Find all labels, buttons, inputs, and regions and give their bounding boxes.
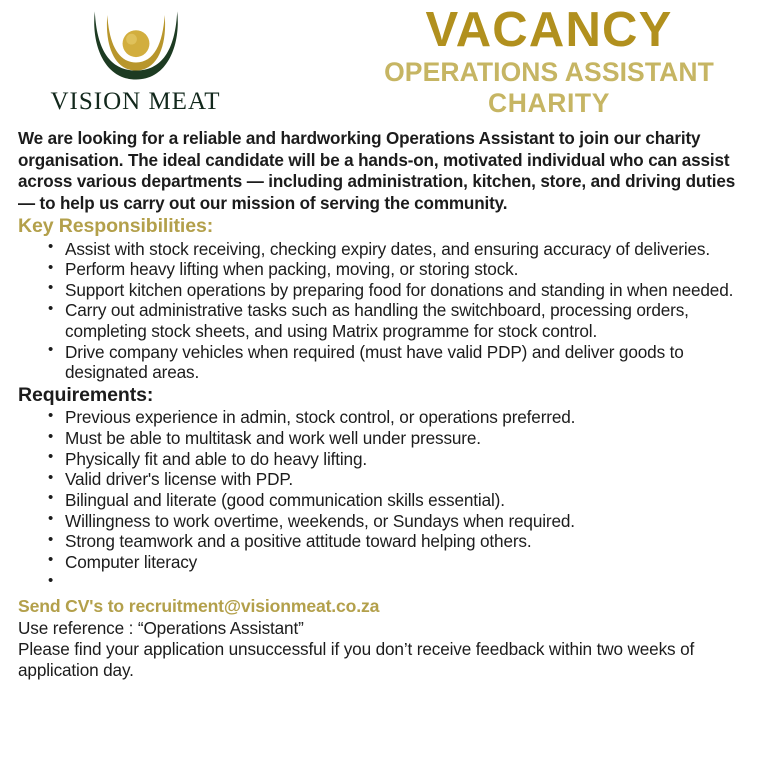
- vision-meat-swoosh-figure-logo: [81, 6, 191, 92]
- contact-feedback-line: Please find your application unsuccessful if you don’t receive feedback within two weeks of application day.: [18, 638, 695, 681]
- job-role-title: OPERATIONS ASSISTANT: [384, 56, 714, 87]
- list-item: • Willingness to work overtime, weekends, or Sundays when required.: [48, 511, 752, 532]
- list-item: • Carry out administrative tasks such as handling the switchboard, processing orders, completing stock sheets, and using Matrix programme for stock control.: [48, 300, 752, 341]
- brand-name: VISION MEAT: [50, 88, 221, 115]
- list-item: • Must be able to multitask and work well under pressure.: [48, 428, 752, 449]
- list-item: • Strong teamwork and a positive attitude toward helping others.: [48, 531, 752, 552]
- list-item-empty: [48, 572, 752, 589]
- list-item: • Physically fit and able to do heavy lifting.: [48, 449, 752, 470]
- list-item: • Assist with stock receiving, checking expiry dates, and ensuring accuracy of deliveries.: [48, 239, 752, 260]
- requirements-heading: Requirements:: [18, 383, 154, 406]
- title-block: [330, 3, 768, 120]
- list-item: • Support kitchen operations by preparing food for donations and standing in when needed.: [48, 280, 752, 301]
- list-item: • Drive company vehicles when required (must have valid PDP) and deliver goods to designated areas.: [48, 342, 752, 383]
- contact-reference-line: Use reference : “Operations Assistant”: [18, 617, 304, 638]
- poster-header: [0, 0, 768, 128]
- list-item: • Previous experience in admin, stock control, or operations preferred.: [48, 407, 752, 428]
- page-title: VACANCY: [425, 3, 673, 57]
- list-item: • Bilingual and literate (good communication skills essential).: [48, 490, 752, 511]
- responsibilities-heading: Key Responsibilities:: [18, 215, 214, 238]
- list-item: • Valid driver's license with PDP.: [48, 469, 752, 490]
- responsibilities-list: [18, 239, 752, 383]
- poster-content: [0, 128, 768, 682]
- brand-block: [28, 6, 243, 116]
- contact-email-line[interactable]: Send CV's to recruitment@visionmeat.co.za: [18, 596, 380, 617]
- list-item: • Perform heavy lifting when packing, moving, or storing stock.: [48, 259, 752, 280]
- intro-paragraph: We are looking for a reliable and hardworking Operations Assistant to join our charity organisation. The ideal candidate will be a hands-on, motivated individual who can assist across various departments — including administration, kitchen, store, and driving duties — to help us carry out our mission of serving the community.: [18, 129, 736, 213]
- list-item: • Computer literacy: [48, 552, 752, 573]
- job-sector-title: CHARITY: [488, 88, 610, 119]
- requirements-list: [18, 407, 752, 589]
